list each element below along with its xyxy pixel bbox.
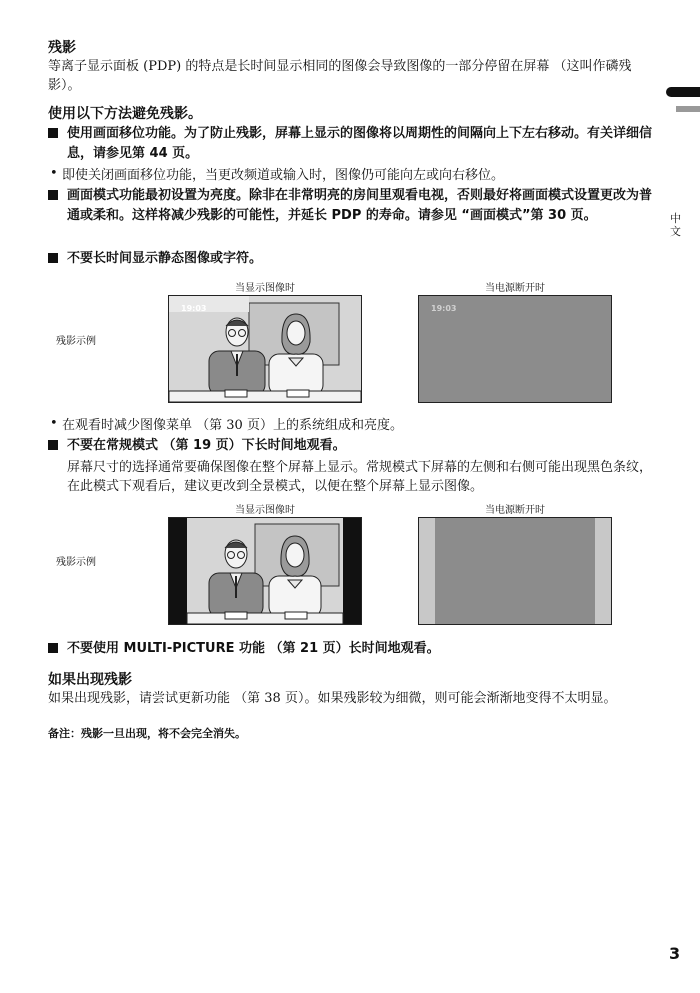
figure2-label: 残影示例 [56,557,96,568]
figure1-caption-power-off: 当电源断开时 [485,283,545,294]
square-bullet-icon [48,440,58,450]
square-bullet-icon [48,253,58,263]
section-title-if-retention: 如果出现残影 [48,672,132,688]
side-tab-language: 中文 [670,212,681,238]
refresh-paragraph: 如果出现残影，请尝试更新功能 （第 38 页）。如果残影较为细微，则可能会渐渐地变得不太明显。 [48,691,617,706]
square-bullet-icon [48,128,58,138]
note-reduce-brightness: • 在观看时减少图像菜单 （第 30 页）上的系统组成和亮度。 [50,416,403,433]
right-bar-afterimage [595,518,611,624]
figure1-screen-power-off [418,295,612,403]
figure2-screen-power-off [418,517,612,625]
clock-overlay: 19:03 [181,304,207,313]
figure1-label: 残影示例 [56,336,96,347]
dot-bullet-icon: • [50,416,58,431]
list-item-static-image: 不要长时间显示静态图像或字符。 [48,249,654,269]
list-item-normal-mode: 不要在常规模式 （第 19 页）下长时间地观看。 [48,436,654,456]
figure2-screen-displaying [168,517,362,625]
side-tab-marker-gray [676,106,700,112]
side-tab-marker [666,87,700,97]
normal-mode-paragraph: 屏幕尺寸的选择通常要确保图像在整个屏幕上显示。常规模式下屏幕的左侧和右侧可能出现黑色条纹，在此模式下观看后，建议更改到全景模式，以便在整个屏幕上显示图像。 [67,460,653,494]
list-item-picture-mode: 画面模式功能最初设置为亮度。除非在非常明亮的房间里观看电视，否则最好将画面模式设置更改为普通或柔和。这样将减少残影的可能性，并延长 PDP 的寿命。请参见 “画面模式”第 30 页。 [48,186,654,226]
note-screen-shift: • 即使关闭画面移位功能，当更改频道或输入时，图像仍可能向左或向右移位。 [50,166,505,183]
figure2-caption-displaying: 当显示图像时 [235,505,295,516]
figure1-screen-displaying [168,295,362,403]
clock-afterimage: 19:03 [431,304,457,313]
list-item-screen-shift: 使用画面移位功能。为了防止残影，屏幕上显示的图像将以周期性的间隔向上下左右移动。有关详细信息，请参见第 44 页。 [48,124,654,164]
list-item-multi-picture: 不要使用 MULTI-PICTURE 功能 （第 21 页）长时间地观看。 [48,639,654,659]
page-number: 3 [669,944,681,963]
square-bullet-icon [48,190,58,200]
left-bar-afterimage [419,518,435,624]
figure2-caption-power-off: 当电源断开时 [485,505,545,516]
remark-note: 备注：残影一旦出现，将不会完全消失。 [48,727,246,740]
square-bullet-icon [48,643,58,653]
section-title-avoid: 使用以下方法避免残影。 [48,106,202,122]
intro-paragraph: 等离子显示面板 (PDP) 的特点是长时间显示相同的图像会导致图像的一部分停留在屏幕 （这叫作磷残影）。 [48,59,632,93]
newscasters-with-side-bars-illustration [169,518,361,624]
figure1-caption-displaying: 当显示图像时 [235,283,295,294]
section-title-image-retention: 残影 [48,40,76,56]
dot-bullet-icon: • [50,166,58,181]
